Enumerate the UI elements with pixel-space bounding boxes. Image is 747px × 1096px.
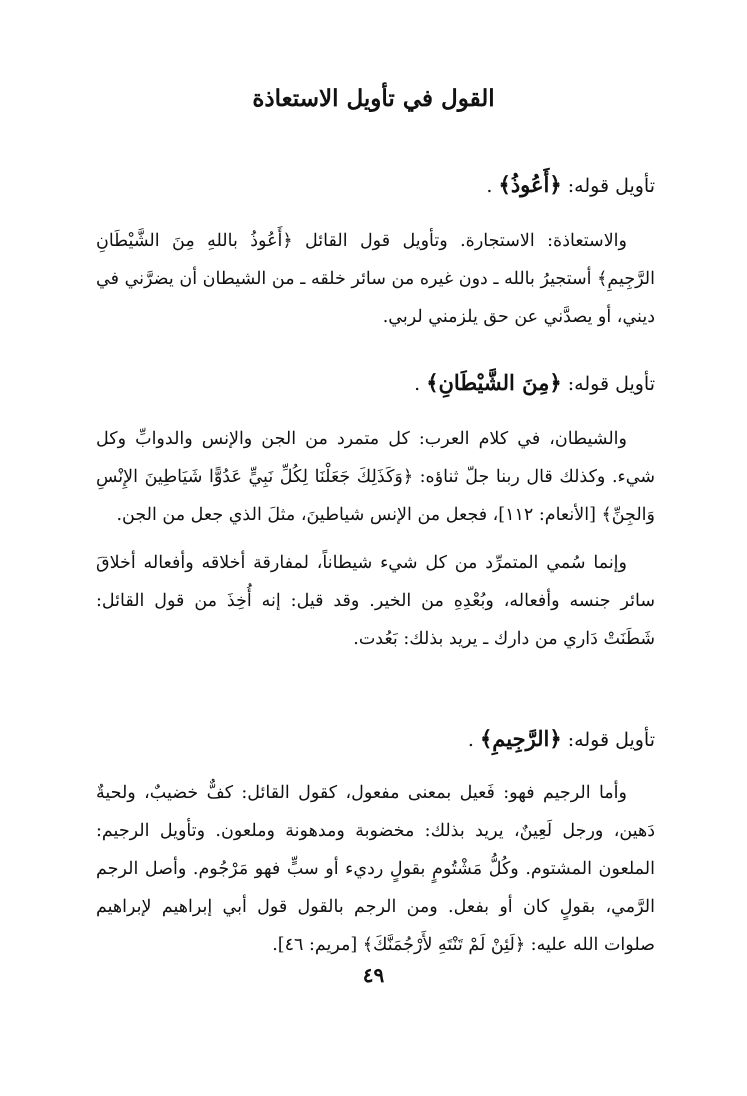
paragraph: والاستعاذة: الاستجارة. وتأويل قول القائل ﴿أَعُوذُ باللهِ مِنَ الشَّيْطَانِ الرَّجِيمِ﴾ أستجيرُ بالله ـ دون غيره من سائر خلقه ـ من الشيطان أن يضرَّني في ديني، أو يصدَّني عن حق يلزمني لربي. [96, 231, 655, 327]
section-shaytan-body [96, 420, 655, 658]
heading-suffix: . [467, 729, 474, 751]
heading-prefix: تأويل قوله: [567, 729, 655, 751]
heading-quote: ﴿الرَّجِيمِ﴾ [479, 726, 562, 751]
page-number: ٤٩ [362, 963, 385, 987]
paragraph: وإنما سُمي المتمرِّد من كل شيء شيطاناً، لمفارقة أخلاقه وأفعاله أخلاقَ سائر جنسه وأفعاله، وبُعْدِهِ من الخير. وقد قيل: إنه أُخِذَ من قول القائل: شَطَنَتْ دَاري من دارك ـ يريد بذلك: بَعُدت. [96, 553, 655, 649]
heading-prefix: تأويل قوله: [567, 175, 655, 197]
paragraph: وأما الرجيم فهو: فَعيل بمعنى مفعول، كقول القائل: كفٌّ خضيبٌ، ولحيةٌ دَهين، ورجل لَعِينٌ، يريد بذلك: مخضوبة ومدهونة وملعون. وتأويل الرجيم: الملعون المشتوم. وكُلُّ مَشْتُومٍ بقولٍ رديء أو سبٍّ فهو مَرْجُوم. وأصل الرجم الرَّمي، بقولٍ كان أو بفعل. ومن الرجم بالقول قول أبي إبراهيم لإبراهيم صلوات الله عليه: ﴿لَئِنْ لَمْ تَنْتَهِ لأَرْجُمَنَّكَ﴾ [مريم: ٤٦]. [96, 783, 655, 955]
section-audhu [96, 172, 655, 197]
heading-quote: ﴿مِنَ الشَّيْطَانِ﴾ [426, 370, 562, 395]
heading-suffix: . [414, 373, 421, 395]
section-heading [96, 370, 655, 395]
section-rajim-body [96, 774, 655, 964]
heading-prefix: تأويل قوله: [567, 373, 655, 395]
paragraph: والشيطان، في كلام العرب: كل متمرد من الجن والإنس والدوابِّ وكل شيء. وكذلك قال ربنا جلّ ثناؤه: ﴿وَكَذَلِكَ جَعَلْنَا لِكُلِّ نَبِيٍّ عَدُوًّا شَيَاطِينَ الإِنْسِ وَالجِنِّ﴾ [الأنعام: ١١٢]، فجعل من الإنس شياطينَ، مثلَ الذي جعل من الجن. [96, 429, 655, 525]
section-heading [96, 172, 655, 197]
section-rajim [96, 726, 655, 751]
section-shaytan [96, 370, 655, 395]
heading-suffix: . [486, 175, 493, 197]
section-heading [96, 726, 655, 751]
chapter-title: القول في تأويل الاستعاذة [252, 85, 495, 112]
heading-quote: ﴿أَعُوذُ﴾ [498, 172, 562, 197]
section-audhu-body [96, 222, 655, 336]
